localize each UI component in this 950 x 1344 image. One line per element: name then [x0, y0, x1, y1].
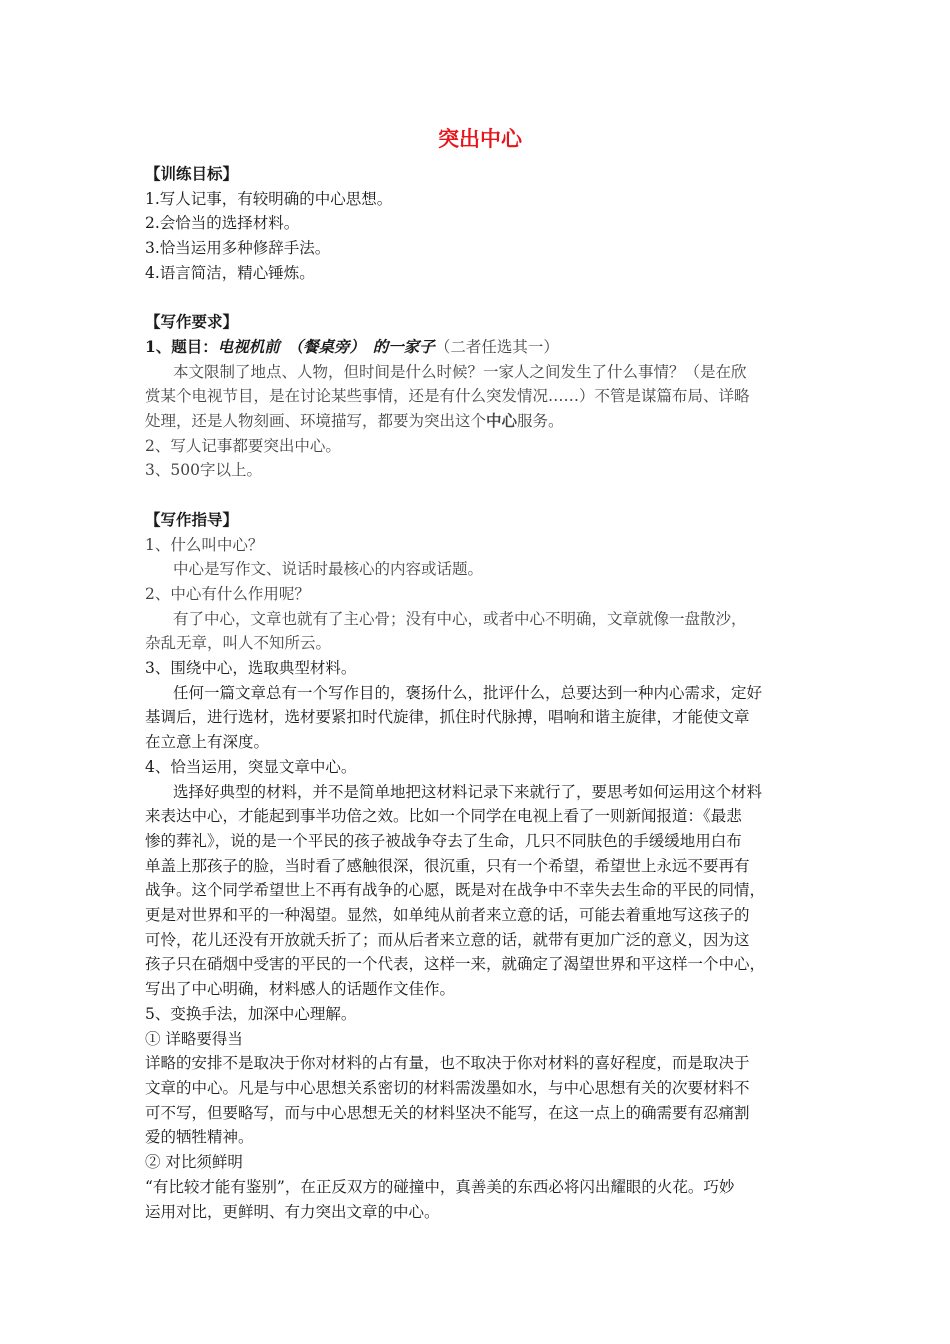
goal-item: 1.写人记事，有较明确的中心思想。	[145, 189, 393, 208]
spacer	[145, 286, 815, 311]
section-heading-guidance: 【写作指导】	[145, 510, 239, 529]
guidance-point-heading: 3、围绕中心，选取典型材料。	[145, 659, 357, 678]
guidance-text: 更是对世界和平的一种渴望。显然，如单纯从前者来立意的话，可能去着重地写这孩子的	[145, 906, 750, 925]
guidance-text: 任何一篇文章总有一个写作目的，褒扬什么，批评什么，总要达到一种内心需求，定好	[173, 683, 763, 702]
guidance-text: 单盖上那孩子的脸，当时看了感触很深，很沉重，只有一个希望，希望世上永远不要再有	[145, 856, 750, 875]
guidance-text: 有了中心，文章也就有了主心骨；没有中心，或者中心不明确，文章就像一盘散沙，	[173, 609, 747, 628]
emphasis-text: 中心	[486, 411, 518, 431]
topic-label: 1、题目：	[145, 336, 218, 356]
guidance-point-heading: 2、中心有什么作用呢？	[145, 584, 310, 603]
requirement-paragraph-line-3	[145, 409, 815, 434]
guidance-text: 来表达中心，才能起到事半功倍之效。比如一个同学在电视上看了一则新闻报道：《最悲	[145, 807, 742, 826]
guidance-point-heading: 4、恰当运用，突显文章中心。	[145, 757, 357, 776]
section-heading-goals: 【训练目标】	[145, 165, 239, 183]
guidance-text: 爱的牺牲精神。	[145, 1128, 254, 1147]
text-span: 服务。	[517, 412, 564, 431]
requirement-paragraph-line: 赏某个电视节目，是在讨论某些事情，还是有什么突发情况……）不管是谋篇布局、详略	[145, 387, 750, 406]
guidance-text: 运用对比，更鲜明、有力突出文章的中心。	[145, 1202, 440, 1221]
guidance-text: 可怜，花儿还没有开放就夭折了；而从后者来立意的话，就带有更加广泛的意义，因为这	[145, 930, 750, 949]
requirement-item: 2、写人记事都要突出中心。	[145, 436, 341, 455]
guidance-subheading: ② 对比须鲜明	[145, 1153, 243, 1172]
topic-note: （二者任选其一）	[434, 337, 559, 356]
guidance-text: 可不写，但要略写，而与中心思想无关的材料坚决不能写，在这一点上的确需要有忍痛割	[145, 1103, 750, 1122]
guidance-text: 在立意上有深度。	[145, 733, 270, 752]
requirement-paragraph-line: 本文限制了地点、人物，但时间是什么时候？一家人之间发生了什么事情？（是在欣	[173, 362, 747, 381]
text-span: 处理，还是人物刻画、环境描写，都要为突出这个	[145, 412, 487, 431]
topic-title: 电视机前 （餐桌旁） 的一家子	[217, 336, 435, 356]
guidance-text: 文章的中心。凡是与中心思想关系密切的材料需泼墨如水，与中心思想有关的次要材料不	[145, 1078, 750, 1097]
guidance-text: 基调后，进行选材，选材要紧扣时代旋律，抓住时代脉搏，唱响和谐主旋律，才能使文章	[145, 708, 750, 727]
document-body	[145, 120, 815, 1224]
spacer	[145, 483, 815, 508]
guidance-text: 惨的葬礼》，说的是一个平民的孩子被战争夺去了生命，几只不同肤色的手缓缓地用白布	[145, 831, 742, 850]
guidance-text: 战争。这个同学希望世上不再有战争的心愿，既是对在战争中不幸失去生命的平民的同情，	[145, 881, 766, 900]
goal-item: 2.会恰当的选择材料。	[145, 214, 300, 233]
guidance-text: 详略的安排不是取决于你对材料的占有量，也不取决于你对材料的喜好程度，而是取决于	[145, 1054, 750, 1073]
requirement-item: 3、500字以上。	[145, 461, 262, 480]
section-heading-requirements: 【写作要求】	[145, 313, 239, 332]
guidance-point-heading: 1、什么叫中心？	[145, 535, 264, 554]
goal-item: 4.语言简洁，精心锤炼。	[145, 263, 315, 282]
guidance-text: 杂乱无章，叫人不知所云。	[145, 634, 332, 653]
guidance-text: 写出了中心明确，材料感人的话题作文佳作。	[145, 980, 456, 999]
guidance-text: 孩子只在硝烟中受害的平民的一个代表，这样一来，就确定了渴望世界和平这样一个中心，	[145, 955, 766, 974]
guidance-text: 中心是写作文、说话时最核心的内容或话题。	[173, 560, 484, 579]
guidance-text: 选择好典型的材料，并不是简单地把这材料记录下来就行了，要思考如何运用这个材料	[173, 782, 763, 801]
requirement-topic-line	[145, 335, 815, 360]
page-title: 突出中心	[438, 127, 522, 151]
guidance-subheading: ① 详略要得当	[145, 1029, 243, 1048]
guidance-point-heading: 5、变换手法，加深中心理解。	[145, 1004, 357, 1023]
guidance-text: “有比较才能有鉴别”，在正反双方的碰撞中，真善美的东西必将闪出耀眼的火花。巧妙	[145, 1177, 735, 1196]
goal-item: 3.恰当运用多种修辞手法。	[145, 239, 331, 258]
